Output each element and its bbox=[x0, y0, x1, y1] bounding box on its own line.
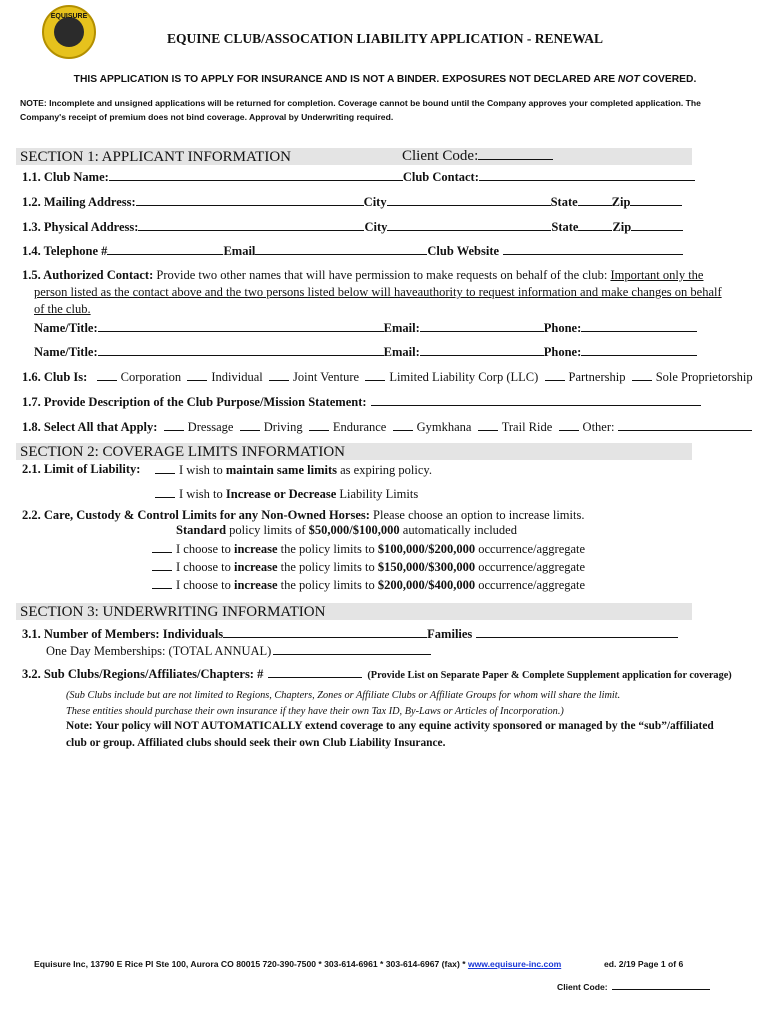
option-text: I wish to bbox=[179, 463, 226, 477]
subclubs-italic-2: These entities should purchase their own insurance if they have their own Tax ID, By-Laws or Articles of Incorporation.) bbox=[66, 706, 564, 717]
authorized-contact-important: Important only the bbox=[610, 268, 704, 282]
club-type-option: Corporation bbox=[120, 370, 182, 384]
club-type-option: Partnership bbox=[568, 370, 626, 384]
standard-limits-row bbox=[176, 523, 517, 538]
section-3-heading: SECTION 3: UNDERWRITING INFORMATION bbox=[20, 604, 326, 620]
increase-option-2 bbox=[152, 559, 585, 575]
mailing-zip-input[interactable] bbox=[630, 194, 682, 206]
client-code-label: Client Code: bbox=[402, 148, 479, 164]
activity-option: Dressage bbox=[187, 420, 234, 434]
zip-label: Zip bbox=[612, 220, 632, 234]
club-type-option: Limited Liability Corp (LLC) bbox=[389, 370, 539, 384]
authorized-contact-line-3: of the club. bbox=[34, 302, 91, 316]
client-code-line[interactable] bbox=[478, 148, 553, 160]
zip-label: Zip bbox=[611, 195, 631, 209]
mailing-address-row bbox=[22, 194, 682, 210]
option-emphasis: increase bbox=[233, 578, 278, 592]
increase-1-checkbox[interactable] bbox=[152, 541, 172, 553]
state-label: State bbox=[550, 195, 578, 209]
club-contact-label: Club Contact: bbox=[402, 170, 479, 184]
select-all-label: 1.8. Select All that Apply: bbox=[22, 420, 158, 434]
physical-zip-input[interactable] bbox=[631, 219, 683, 231]
activity-option: Driving bbox=[263, 420, 303, 434]
footer-client-code bbox=[557, 981, 710, 992]
physical-state-input[interactable] bbox=[578, 219, 612, 231]
activity-option: Other: bbox=[582, 420, 615, 434]
state-label: State bbox=[551, 220, 579, 234]
affiliate-note-2: club or group. Affiliated clubs should seek their own Club Liability Insurance. bbox=[66, 737, 446, 749]
contact-row bbox=[22, 243, 683, 259]
limit-amount: $200,000/$400,000 bbox=[377, 578, 476, 592]
limit-amount: $150,000/$300,000 bbox=[377, 560, 476, 574]
footer-client-code-label: Client Code: bbox=[557, 982, 608, 992]
contact-2-phone-input[interactable] bbox=[581, 344, 697, 356]
section-2-heading: SECTION 2: COVERAGE LIMITS INFORMATION bbox=[20, 444, 345, 460]
name-title-label: Name/Title: bbox=[34, 321, 98, 335]
subclubs-italic-1: (Sub Clubs include but are not limited to Regions, Chapters, Zones or Affiliate Clubs or Affiliate Groups for whom will share the limit. bbox=[66, 690, 621, 701]
club-type-checkbox[interactable] bbox=[545, 369, 565, 381]
footer-client-code-input[interactable] bbox=[612, 981, 710, 990]
standard-label: Standard bbox=[176, 523, 227, 537]
footer-address bbox=[34, 959, 561, 969]
club-type-option: Individual bbox=[211, 370, 263, 384]
club-name-label: 1.1. Club Name: bbox=[22, 170, 109, 184]
individuals-input[interactable] bbox=[223, 626, 427, 638]
families-label: Families bbox=[427, 627, 473, 641]
authorized-contact-line-1 bbox=[22, 268, 703, 283]
club-name-row bbox=[22, 169, 695, 185]
subclubs-row bbox=[22, 666, 732, 683]
authorized-contact-label: 1.5. Authorized Contact: bbox=[22, 268, 154, 282]
note-line-2: Company's receipt of premium does not bind coverage. Approval by Underwriting required. bbox=[20, 112, 394, 122]
binder-notice bbox=[0, 74, 770, 85]
email-label: Email: bbox=[383, 345, 420, 359]
notice-part: COVERED. bbox=[639, 74, 697, 85]
mailing-city-input[interactable] bbox=[387, 194, 551, 206]
authorized-contact-1-row bbox=[34, 320, 697, 336]
purpose-input[interactable] bbox=[371, 394, 701, 406]
section-3-header bbox=[16, 603, 692, 620]
members-label: 3.1. Number of Members: Individuals bbox=[22, 627, 224, 641]
purpose-row bbox=[22, 394, 701, 410]
activity-checkbox[interactable] bbox=[393, 419, 413, 431]
one-day-row bbox=[46, 643, 431, 659]
members-row bbox=[22, 626, 678, 642]
ccc-row bbox=[22, 508, 584, 523]
subclubs-label: 3.2. Sub Clubs/Regions/Affiliates/Chapters: # bbox=[22, 667, 264, 681]
club-website-input[interactable] bbox=[503, 243, 683, 255]
maintain-limits-checkbox[interactable] bbox=[155, 462, 175, 474]
section-1-header bbox=[16, 148, 692, 165]
authorized-contact-line-2: person listed as the contact above and the two persons listed below will haveauthority to request information and make changes on behalf bbox=[34, 285, 722, 299]
option-text: occurrence/aggregate bbox=[475, 542, 586, 556]
club-type-row bbox=[22, 369, 753, 385]
option-text: Liability Limits bbox=[336, 487, 419, 501]
phone-label: Phone: bbox=[543, 321, 582, 335]
option-text: I choose to bbox=[176, 560, 234, 574]
limit-amount: $100,000/$200,000 bbox=[377, 542, 476, 556]
email-label: Email: bbox=[383, 321, 420, 335]
notice-emphasis: NOT bbox=[617, 74, 640, 85]
subclubs-note: (Provide List on Separate Paper & Complete Supplement application for coverage) bbox=[367, 670, 732, 681]
telephone-input[interactable] bbox=[107, 243, 223, 255]
physical-city-input[interactable] bbox=[387, 219, 551, 231]
club-is-label: 1.6. Club Is: bbox=[22, 370, 88, 384]
activities-row bbox=[22, 419, 752, 435]
contact-1-phone-input[interactable] bbox=[581, 320, 697, 332]
maintain-limits-option bbox=[155, 462, 432, 478]
club-type-checkbox[interactable] bbox=[187, 369, 207, 381]
limit-label: 2.1. Limit of Liability: bbox=[22, 462, 141, 476]
club-type-option: Joint Venture bbox=[292, 370, 360, 384]
mailing-address-label: 1.2. Mailing Address: bbox=[22, 195, 136, 209]
ccc-label: 2.2. Care, Custody & Control Limits for any Non-Owned Horses: bbox=[22, 508, 370, 522]
telephone-label: 1.4. Telephone # bbox=[22, 244, 108, 258]
option-text: I wish to bbox=[179, 487, 226, 501]
logo-text: EQUISURE bbox=[50, 13, 88, 20]
increase-option-3 bbox=[152, 577, 585, 593]
subclubs-input[interactable] bbox=[268, 666, 362, 678]
club-type-checkbox[interactable] bbox=[97, 369, 117, 381]
affiliate-note-1: Note: Your policy will NOT AUTOMATICALLY extend coverage to any equine activity sponsored or managed by the “sub”/affiliated bbox=[66, 720, 714, 732]
section-1-heading: SECTION 1: APPLICANT INFORMATION bbox=[20, 149, 291, 165]
website-link[interactable]: www.equisure-inc.com bbox=[467, 959, 562, 969]
standard-text: policy limits of bbox=[226, 523, 309, 537]
activity-checkbox[interactable] bbox=[164, 419, 184, 431]
ccc-text: Please choose an option to increase limits. bbox=[369, 508, 585, 522]
option-emphasis: Increase or Decrease bbox=[225, 487, 337, 501]
one-day-label: One Day Memberships: (TOTAL ANNUAL) bbox=[46, 644, 272, 658]
option-text: I choose to bbox=[176, 578, 234, 592]
other-activity-input[interactable] bbox=[618, 419, 752, 431]
notice-part: THIS APPLICATION IS TO APPLY FOR INSURANCE AND IS NOT A BINDER. EXPOSURES NOT DECLARED ARE bbox=[73, 74, 618, 85]
option-text: the policy limits to bbox=[277, 578, 378, 592]
section-2-header bbox=[16, 443, 692, 460]
club-contact-input[interactable] bbox=[479, 169, 695, 181]
option-text: I choose to bbox=[176, 542, 234, 556]
purpose-label: 1.7. Provide Description of the Club Purpose/Mission Statement: bbox=[22, 395, 367, 409]
club-type-checkbox[interactable] bbox=[269, 369, 289, 381]
activity-option: Gymkhana bbox=[416, 420, 472, 434]
increase-3-checkbox[interactable] bbox=[152, 577, 172, 589]
footer-edition: ed. 2/19 Page 1 of 6 bbox=[604, 959, 684, 969]
contact-1-name-input[interactable] bbox=[98, 320, 384, 332]
option-text: as expiring policy. bbox=[336, 463, 432, 477]
note-line-1: NOTE: Incomplete and unsigned applications will be returned for completion. Coverage cannot be bound until the Company approves your completed application. The bbox=[20, 98, 701, 108]
option-emphasis: increase bbox=[233, 560, 278, 574]
standard-text: automatically included bbox=[399, 523, 517, 537]
activity-checkbox[interactable] bbox=[309, 419, 329, 431]
phone-label: Phone: bbox=[543, 345, 582, 359]
mailing-state-input[interactable] bbox=[578, 194, 612, 206]
activity-checkbox[interactable] bbox=[478, 419, 498, 431]
increase-2-checkbox[interactable] bbox=[152, 559, 172, 571]
physical-address-label: 1.3. Physical Address: bbox=[22, 220, 139, 234]
change-limits-option bbox=[155, 486, 418, 502]
footer-address-text: Equisure Inc, 13790 E Rice Pl Ste 100, Aurora CO 80015 720-390-7500 * 303-614-6961 * 303-614-6967 (fax) * bbox=[34, 959, 468, 969]
option-emphasis: increase bbox=[233, 542, 278, 556]
activity-option: Trail Ride bbox=[501, 420, 553, 434]
club-website-label: Club Website bbox=[427, 244, 500, 258]
increase-option-1 bbox=[152, 541, 585, 557]
option-text: occurrence/aggregate bbox=[475, 560, 586, 574]
name-title-label: Name/Title: bbox=[34, 345, 98, 359]
mailing-address-input[interactable] bbox=[136, 194, 364, 206]
city-label: City bbox=[363, 195, 387, 209]
club-type-checkbox[interactable] bbox=[365, 369, 385, 381]
authorized-contact-text: Provide two other names that will have permission to make requests on behalf of the club: bbox=[153, 268, 611, 282]
option-emphasis: maintain same limits bbox=[225, 463, 337, 477]
option-text: the policy limits to bbox=[277, 560, 378, 574]
physical-address-input[interactable] bbox=[138, 219, 364, 231]
option-text: occurrence/aggregate bbox=[475, 578, 586, 592]
club-type-option: Sole Proprietorship bbox=[655, 370, 753, 384]
authorized-contact-2-row bbox=[34, 344, 697, 360]
city-label: City bbox=[364, 220, 388, 234]
club-type-checkbox[interactable] bbox=[632, 369, 652, 381]
email-label: Email bbox=[223, 244, 256, 258]
families-input[interactable] bbox=[476, 626, 678, 638]
contact-1-email-input[interactable] bbox=[420, 320, 544, 332]
one-day-input[interactable] bbox=[273, 643, 431, 655]
activity-checkbox[interactable] bbox=[240, 419, 260, 431]
client-code-field[interactable] bbox=[402, 148, 553, 165]
contact-2-name-input[interactable] bbox=[98, 344, 384, 356]
page-title: EQUINE CLUB/ASSOCATION LIABILITY APPLICATION - RENEWAL bbox=[167, 31, 603, 46]
activity-option: Endurance bbox=[332, 420, 387, 434]
physical-address-row bbox=[22, 219, 683, 235]
option-text: the policy limits to bbox=[277, 542, 378, 556]
activity-checkbox[interactable] bbox=[559, 419, 579, 431]
club-name-input[interactable] bbox=[109, 169, 403, 181]
email-input[interactable] bbox=[255, 243, 427, 255]
standard-amount: $50,000/$100,000 bbox=[308, 523, 400, 537]
change-limits-checkbox[interactable] bbox=[155, 486, 175, 498]
contact-2-email-input[interactable] bbox=[420, 344, 544, 356]
